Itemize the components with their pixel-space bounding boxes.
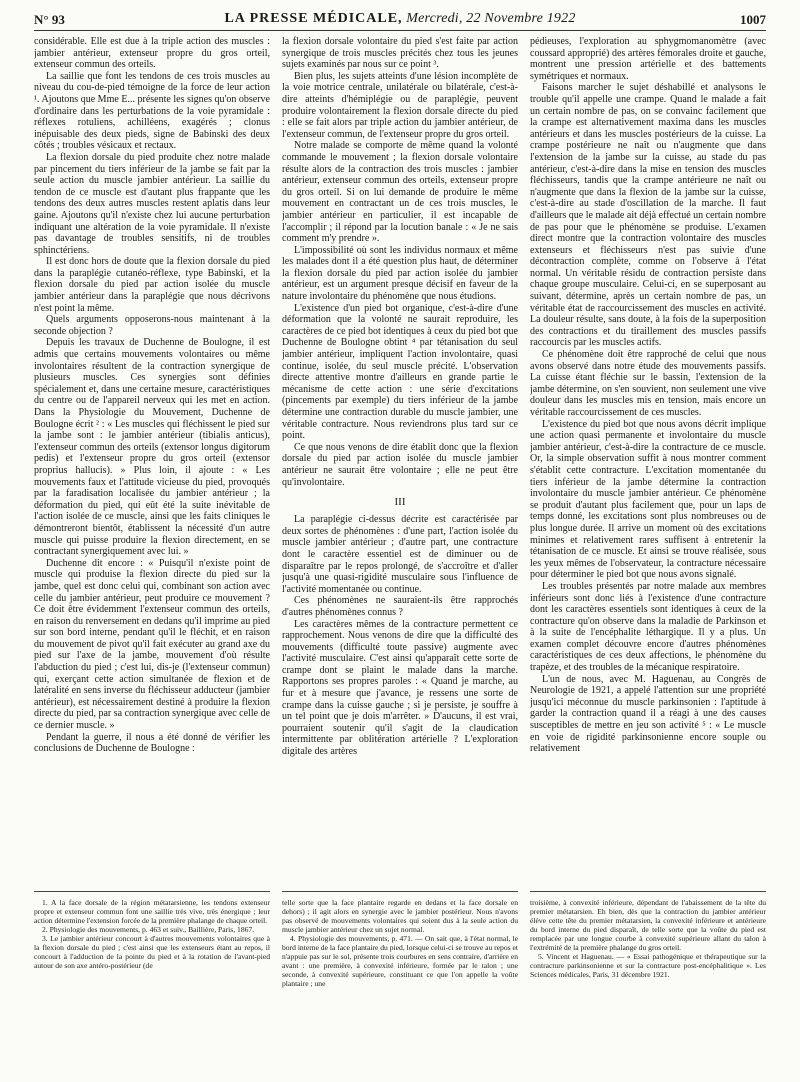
- column-3: [530, 36, 766, 1048]
- footnote: 3. Le jambier antérieur concourt à d'autres mouvements volontaires que à la flexion dorsale du pied ; c'est ainsi que les extenseurs étant au repos, il concourt à l'adduction de la pointe du pied et à la rotation de l'avant-pied autour de son axe antéro-postérieur (de: [34, 934, 270, 970]
- footnote: troisième, à convexité inférieure, dépendant de l'abaissement de la tête du premier métatarsien. Eh bien, dès que la contraction du jambier antérieur élève cette tête du premier métatarsien, la convexité inférieure et antérieure du bord interne du pied disparaît, de telle sorte que la voûte du pied est remplacée par une longue courbe à convexité supérieure allant du talon à l'extrémité de la première phalange du gros orteil.: [530, 898, 766, 952]
- paragraph: L'existence d'un pied bot organique, c'est-à-dire d'une déformation que la volonté ne saurait reproduire, les caractères de ce pied bot identiques à ceux du pied bot que Duchenne de Boulogne obtint ⁴ par tétanisation du seul jambier antérieur, impliquent l'action involontaire, quasi continue, isolée, du seul muscle précité. L'observation directe attentive montre d'ailleurs en grande partie le mécanisme de cette action : une série d'excitations (pincements par exemple) du tiers inférieur de la jambe détermine une contraction durable du muscle jambier, une véritable contracture. Nous reviendrons plus tard sur ce point.: [282, 302, 518, 442]
- page-header: [34, 8, 766, 31]
- paragraph: Les troubles présentés par notre malade aux membres inférieurs sont donc liés à l'existence d'une contracture dont les caractères essentiels sont identiques à ceux de la contracture qu'on observe dans la maladie de Parkinson et à la suite de l'encéphalite léthargique. Il y a plus. Un examen complet découvre encore d'autres phénomènes caractéristiques de ces deux affections, le phénomène du trapèze, et des troubles de la mécanique respiratoire.: [530, 580, 766, 674]
- paragraph: Notre malade se comporte de même quand la volonté commande le mouvement ; la flexion dorsale volontaire résulte alors de la contraction des trois muscles : jambier antérieur, extenseur commun des orteils, extenseur propre du gros orteil. Si on lui demande de produire le même mouvement en contractant un de ces trois muscles, le jambier antérieur en particulier, il est incapable de l'accomplir ; il répond par la locution banale : « Je ne sais comment m'y prendre ».: [282, 140, 518, 245]
- paragraph: considérable. Elle est due à la triple action des muscles : jambier antérieur, extenseur propre du gros orteil, extenseur commun des orteils.: [34, 36, 270, 71]
- column-2: [282, 36, 518, 1048]
- paragraph: pédieuses, l'exploration au sphygmomanomètre (avec coussard approprié) des artères fémorales droite et gauche, montrent une pression artérielle et des battements symétriques et normaux.: [530, 36, 766, 82]
- paragraph: Les caractères mêmes de la contracture permettent ce rapprochement. Nous venons de dire que la difficulté des mouvements (difficulté toute passive) augmente avec l'activité musculaire. C'est ainsi qu'apparaît cette sorte de crampe dont se plaint le malade dans la marche. Rapportons ses propres paroles : « Quand je marche, au fur et à mesure que j'avance, je ressens une sorte de crampe dans la cuisse gauche ; si je persiste, je souffre à un tel point que je dois m'arrêter. » D'aucuns, il est vrai, pourraient soutenir qu'il s'agit de la claudication intermittente par oblitération artérielle ? L'exploration digitale des artères: [282, 618, 518, 758]
- paragraph: Il est donc hors de doute que la flexion dorsale du pied dans la paraplégie cutanéo-réflexe, type Babinski, et la flexion dorsale du pied par action isolée du muscle jambier antérieur dans la paraplégie que nous décrivons n'est point la même.: [34, 256, 270, 314]
- paragraph: La flexion dorsale du pied produite chez notre malade par pincement du tiers inférieur de la jambe se fait par la seule action du muscle jambier antérieur. La saillie du tendon de ce muscle est d'autant plus frappante que les tendons des deux autres muscles restent aplatis dans leur gaine. Ajoutons qu'il n'existe chez lui aucune perturbation indiquant une altération de la voie pyramidale. Il n'existe pas davantage de troubles sensitifs, ni de troubles sphinctériens.: [34, 151, 270, 256]
- paragraph: Duchenne dit encore : « Puisqu'il n'existe point de muscle qui produise la flexion directe du pied sur la jambe, quel est donc celui qui, combinant son action avec celle du jambier antérieur, peut produire ce mouvement ? Ce doit être évidemment l'extenseur commun des orteils, en raison du renversement en dedans qu'il imprime au pied sur son bord interne, pendant qu'il le fléchit, et en raison du mouvement de pivot qu'il fait exécuter au grand axe du pied sur l'axe de la jambe, mouvement d'où résulte l'abduction du pied ; c'est lui, dis-je (l'extenseur commun) qui, exerçant cette action simultanée de flexion et de latéralité en sens inverse du fléchisseur adducteur (jambier antérieur), est nécessairement destiné à produire la flexion directe du pied, par sa contraction synergique avec celle de ce dernier muscle. »: [34, 557, 270, 732]
- paragraph: Faisons marcher le sujet déshabillé et analysons le trouble qu'il appelle une crampe. Quand le malade a fait un certain nombre de pas, on se convainc facilement que la crampe est alternativement maxima dans les muscles antérieurs et dans les muscles postérieurs de la cuisse. La crampe postérieure ne naît ou n'augmente que dans l'extension de la jambe sur la cuisse, au stade du pas antérieur, c'est-à-dire dans la mise en tension des muscles fléchisseurs, tandis que la crampe antérieure ne naît ou n'augmente que dans la flexion de la jambe sur la cuisse, c'est-à-dire au stade d'oscillation de la marche. Il faut d'ailleurs que le malade ait déjà effectué un certain nombre de pas pour que le phénomène se produise. L'examen direct montre que la contraction volontaire des muscles extenseurs et fléchisseurs n'est pas suivie d'une décontraction complète, comme on l'observe à l'état normal. Un véritable résidu de contraction persiste dans chaque groupe musculaire. Celui-ci, en se superposant au suivant, détermine, après un certain nombre de pas, un véritable état de raccourcissement des muscles en activité. La douleur résulte, sans doute, à la fois de la superposition des contractions et du tiraillement des muscles passifs raccourcis par les muscles actifs.: [530, 82, 766, 349]
- column-2-footnotes: [282, 898, 518, 1048]
- paragraph: L'existence du pied bot que nous avons décrit implique une action quasi permanente et involontaire du muscle jambier antérieur, c'est-à-dire la contracture de ce muscle. Or, la simple observation suffit à nous montrer comment s'établit cette contracture. L'excitation momentanée du tiers inférieur de la jambe détermine la contraction involontaire du muscle jambier antérieur. Ce phénomène se produit d'autant plus facilement que, pour un laps de temps donné, les excitations sont plus nombreuses ou de plus longue durée. Il arrive un moment où des excitations minimes et relativement rares suffisent à entretenir la tétanisation de ce muscle. Et ainsi se trouve réalisée, sous les yeux mêmes de l'observateur, la contracture nécessaire pour déterminer le pied bot que nous avons signalé.: [530, 418, 766, 581]
- footnote: 1. A la face dorsale de la région métatarsienne, les tendons extenseur propre et extenseur commun font une saillie très vive, très énergique ; leur action détermine l'extension forcée de la première phalange de chaque orteil.: [34, 898, 270, 925]
- page-number: 1007: [740, 12, 766, 27]
- column-1-body: [34, 36, 270, 892]
- paragraph: La paraplégie ci-dessus décrite est caractérisée par deux sortes de phénomènes : d'une part, l'action isolée du muscle jambier antérieur ; d'autre part, une contracture dont le caractère essentiel est de diminuer ou de disparaître par le repos prolongé, de s'accroître et d'aller jusqu'à une quasi-rigidité musculaire sous l'influence de l'activité momentanée ou continue.: [282, 514, 518, 595]
- footnote: 2. Physiologie des mouvements, p. 463 et suiv., Baillière, Paris, 1867.: [42, 925, 255, 934]
- footnote: 5. Vincent et Haguenau. — « Essai pathogénique et thérapeutique sur la contracture parkinsonienne et sur la contracture post-encéphalitique ». Les Sciences médicales, Paris, 31 décembre 1921.: [530, 952, 766, 979]
- column-1: [34, 36, 270, 1048]
- paragraph: La saillie que font les tendons de ces trois muscles au niveau du cou-de-pied témoigne de la force de leur action ¹. Ajoutons que Mme E... présente les signes qu'on observe d'ordinaire dans les perturbations de la voie pyramidale : réflexes rotuliens, achilléens, exagérés ; clonus inépuisable des deux pieds, signe de Babinski des deux côtés ; troubles vésicaux et rectaux.: [34, 70, 270, 152]
- column-3-body: [530, 36, 766, 892]
- paragraph: Depuis les travaux de Duchenne de Boulogne, il est admis que certains mouvements volontaires ou même involontaires résultent de la contraction synergique de plusieurs muscles. Ces synergies sont définies spécialement et, dans une certaine mesure, caractéristiques du centre ou de l'appareil nerveux qui les met en action. Dans la Physiologie du Mouvement, Duchenne de Boulogne écrit ² : « Les muscles qui fléchissent le pied sur la jambe sont : le jambier antérieur (tibialis anticus), l'extenseur commun des orteils (extensor longus digitorum pedis) et l'extenseur propre du gros orteil (extensor proprius hallucis). » Plus loin, il ajoute : « Les mouvements faux et l'attitude vicieuse du pied, provoqués par la faradisation localisée du jambier antérieur ; la déformation du pied, qui eût été la suite inévitable de l'action isolée de ce muscle, ainsi que les faits cliniques le démontreront bientôt, établissent la nécessité d'un autre muscle qui puisse produire la flexion directement, en se contractant synergiquement avec lui. »: [34, 337, 270, 558]
- issue-number: N° 93: [34, 12, 65, 27]
- paragraph: Ce que nous venons de dire établit donc que la flexion dorsale du pied par action isolée du muscle jambier antérieur ne saurait être volontaire ; elle ne peut être qu'involontaire.: [282, 441, 518, 488]
- masthead: [34, 11, 766, 27]
- paragraph: Ces phénomènes ne sauraient-ils être rapprochés d'autres phénomènes connus ?: [282, 595, 518, 618]
- paragraph: Bien plus, les sujets atteints d'une lésion incomplète de la voie motrice centrale, unilatérale ou bilatérale, c'est-à-dire atteints d'hémiplégie ou de paraplégie, peuvent produire volontairement la flexion dorsale directe du pied : elle se fait alors par triple action du jambier antérieur, de l'extenseur commun, de l'extenseur propre du gros orteil.: [282, 70, 518, 140]
- text-columns: [34, 36, 766, 1048]
- paragraph: L'un de nous, avec M. Haguenau, au Congrès de Neurologie de 1921, a appelé l'attention sur une propriété jusqu'ici méconnue du muscle parkinsonien : l'aptitude à garder la contraction quand il a réagi à une des causes susceptibles de mettre en jeu son activité ⁵ : « Le muscle en voie de rigidité parkinsonienne encore souple ou relativement: [530, 673, 766, 755]
- paragraph: L'impossibilité où sont les individus normaux et même les malades dont il a été question plus haut, de déterminer la flexion dorsale du pied par action isolée du jambier antérieur, est un argument presque décisif en faveur de la nature involontaire du phénomène que nous étudions.: [282, 244, 518, 303]
- column-3-footnotes: [530, 898, 766, 1048]
- paragraph: Quels arguments opposerons-nous maintenant à la seconde objection ?: [34, 314, 270, 337]
- column-2-body: [282, 36, 518, 892]
- paragraph: Ce phénomène doit être rapproché de celui que nous avons observé dans notre étude des mouvements passifs. La cuisse étant fléchie sur le bassin, l'extension de la jambe détermine, on s'en souvient, non seulement une vive douleur dans les muscles mis en tension, mais encore un véritable raccourcissement de ces muscles.: [530, 349, 766, 418]
- paragraph: la flexion dorsale volontaire du pied s'est faite par action synergique de trois muscles précités chez tous les jeunes sujets examinés par nous sur ce point ³.: [282, 36, 518, 71]
- column-1-footnotes: [34, 898, 270, 1048]
- issue-date: Mercredi, 22 Novembre 1922: [406, 11, 576, 26]
- footnote: telle sorte que la face plantaire regarde en dedans et la face dorsale en dehors) ; il agit alors en synergie avec le jambier postérieur. Nous n'avons pas observé de mouvements volontaires qui soient dus à la seule action du muscle jambier antérieur chez un sujet normal.: [282, 898, 518, 934]
- paragraph: Pendant la guerre, il nous a été donné de vérifier les conclusions de Duchenne de Boulogne :: [34, 731, 270, 755]
- section-heading: III: [394, 496, 406, 509]
- footnote: 4. Physiologie des mouvements, p. 471. — On sait que, à l'état normal, le bord interne de la face plantaire du pied, lorsque celui-ci se trouve au repos et n'appuie pas sur le sol, présente trois courbures en sens contraire, d'arrière en avant : une première, à convexité inférieure, formée par le talon ; une seconde, à convexité supérieure, constituant ce que l'on appelle la voûte plantaire ; une: [282, 934, 518, 988]
- publication-title: LA PRESSE MÉDICALE,: [224, 11, 403, 26]
